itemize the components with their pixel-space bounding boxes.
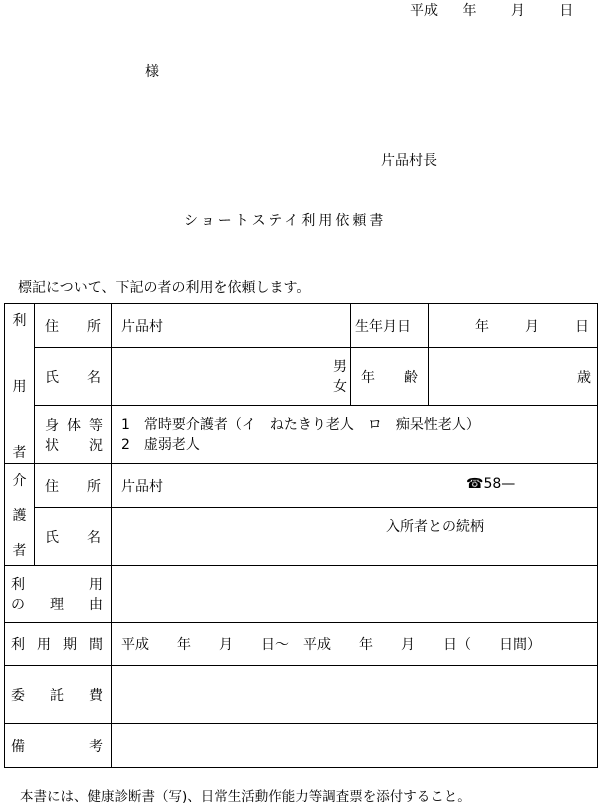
condition-option-2[interactable]: 2 虚弱老人: [121, 437, 200, 453]
page-title: ショートステイ利用依頼書: [184, 213, 387, 229]
fee-row: [5, 666, 598, 724]
user-group-char-2: 用: [12, 379, 27, 395]
user-group-char-1: 利: [12, 313, 27, 329]
age-unit: 歳: [577, 369, 591, 386]
fee-field[interactable]: [112, 666, 598, 724]
user-group-label: [5, 304, 35, 464]
sender-name: 片品村長: [381, 153, 437, 169]
caregiver-group-label: [5, 464, 35, 566]
caregiver-address-label-char-1: 住: [45, 478, 59, 495]
caregiver-address-row: [5, 464, 598, 508]
fee-label-char-3: 費: [89, 687, 103, 704]
reason-label-char-3: の: [11, 597, 25, 613]
date-era: 平成: [410, 3, 438, 19]
remarks-row: [5, 724, 598, 768]
document-date: [410, 0, 573, 20]
caregiver-name-label-char-1: 氏: [45, 529, 59, 546]
period-field[interactable]: 平成 年 月 日～ 平成 年 月 日（ 日間）: [112, 623, 598, 666]
user-address-field[interactable]: 片品村: [112, 304, 351, 348]
remarks-label-char-2: 考: [89, 738, 103, 755]
condition-field: [112, 406, 598, 464]
condition-option-1[interactable]: 1 常時要介護者（イ ねたきり老人 ロ 痴呆性老人）: [121, 417, 480, 433]
name-label-char-2: 名: [87, 369, 101, 386]
reason-field[interactable]: [112, 566, 598, 623]
remarks-label: [5, 724, 112, 768]
period-label-char-2: 用: [37, 637, 51, 653]
caregiver-group-char-3: 者: [12, 543, 27, 559]
caregiver-group-char-2: 護: [12, 508, 27, 524]
address-label-char-2: 所: [87, 318, 101, 335]
remarks-field[interactable]: [112, 724, 598, 768]
user-name-row: [5, 348, 598, 406]
address-label-char-1: 住: [45, 318, 59, 335]
period-row: [5, 623, 598, 666]
name-label-char-1: 氏: [45, 369, 59, 386]
sex-female-option[interactable]: 女: [333, 378, 347, 395]
user-address-row: [5, 304, 598, 348]
condition-label-char-4: 状: [45, 437, 59, 454]
period-label-char-3: 期: [63, 637, 77, 653]
condition-row: [5, 406, 598, 464]
birthdate-label: 生年月日: [351, 304, 429, 348]
user-group-char-3: 者: [12, 445, 27, 461]
reason-label-char-5: 由: [89, 597, 103, 613]
user-name-field[interactable]: [112, 348, 351, 406]
addressee-suffix: 様: [145, 64, 159, 80]
birthdate-year-unit: 年: [475, 318, 489, 335]
condition-label-char-5: 況: [89, 437, 103, 454]
fee-label-char-2: 託: [50, 687, 64, 704]
request-form-table: [4, 303, 598, 768]
fee-label-char-1: 委: [11, 687, 25, 704]
reason-label: [5, 566, 112, 623]
period-label-char-1: 利: [11, 637, 25, 653]
reason-label-char-2: 用: [89, 577, 103, 593]
caregiver-name-row: [5, 508, 598, 566]
caregiver-address-value: 片品村: [121, 478, 163, 495]
period-label-char-4: 間: [89, 637, 103, 653]
condition-label-char-2: 体: [67, 417, 81, 434]
reason-label-char-4: 理: [50, 597, 64, 613]
age-field[interactable]: [429, 348, 598, 406]
date-year-unit: 年: [462, 3, 477, 19]
address-label: [35, 304, 112, 348]
fee-label: [5, 666, 112, 724]
caregiver-address-label-char-2: 所: [87, 478, 101, 495]
name-label: [35, 348, 112, 406]
period-label: [5, 623, 112, 666]
birthdate-day-unit: 日: [575, 318, 589, 335]
condition-label-char-3: 等: [89, 417, 103, 434]
birthdate-month-unit: 月: [525, 318, 539, 335]
footer-note: 本書には、健康診断書（写)、日常生活動作能力等調査票を添付すること。: [20, 789, 471, 805]
caregiver-name-label-char-2: 名: [87, 529, 101, 546]
caregiver-group-char-1: 介: [12, 473, 27, 489]
sex-male-option[interactable]: 男: [333, 358, 347, 375]
condition-label-char-1: 身: [45, 417, 59, 434]
caregiver-address-label: [35, 464, 112, 508]
intro-text: 標記について、下記の者の利用を依頼します。: [18, 280, 311, 296]
birthdate-field[interactable]: [429, 304, 598, 348]
caregiver-address-field[interactable]: [112, 464, 598, 508]
remarks-label-char-1: 備: [11, 738, 25, 755]
caregiver-name-field[interactable]: [112, 508, 598, 566]
date-day-unit: 日: [559, 3, 574, 19]
caregiver-name-label: [35, 508, 112, 566]
age-label-char-1: 年: [361, 369, 375, 386]
age-label-char-2: 齢: [404, 369, 418, 386]
phone-number: ☎58—: [466, 475, 516, 492]
condition-label: [35, 406, 112, 464]
relation-label: 入所者との続柄: [386, 519, 484, 535]
age-label: [351, 348, 429, 406]
reason-label-char-1: 利: [11, 577, 25, 593]
date-month-unit: 月: [510, 3, 525, 19]
reason-row: [5, 566, 598, 623]
